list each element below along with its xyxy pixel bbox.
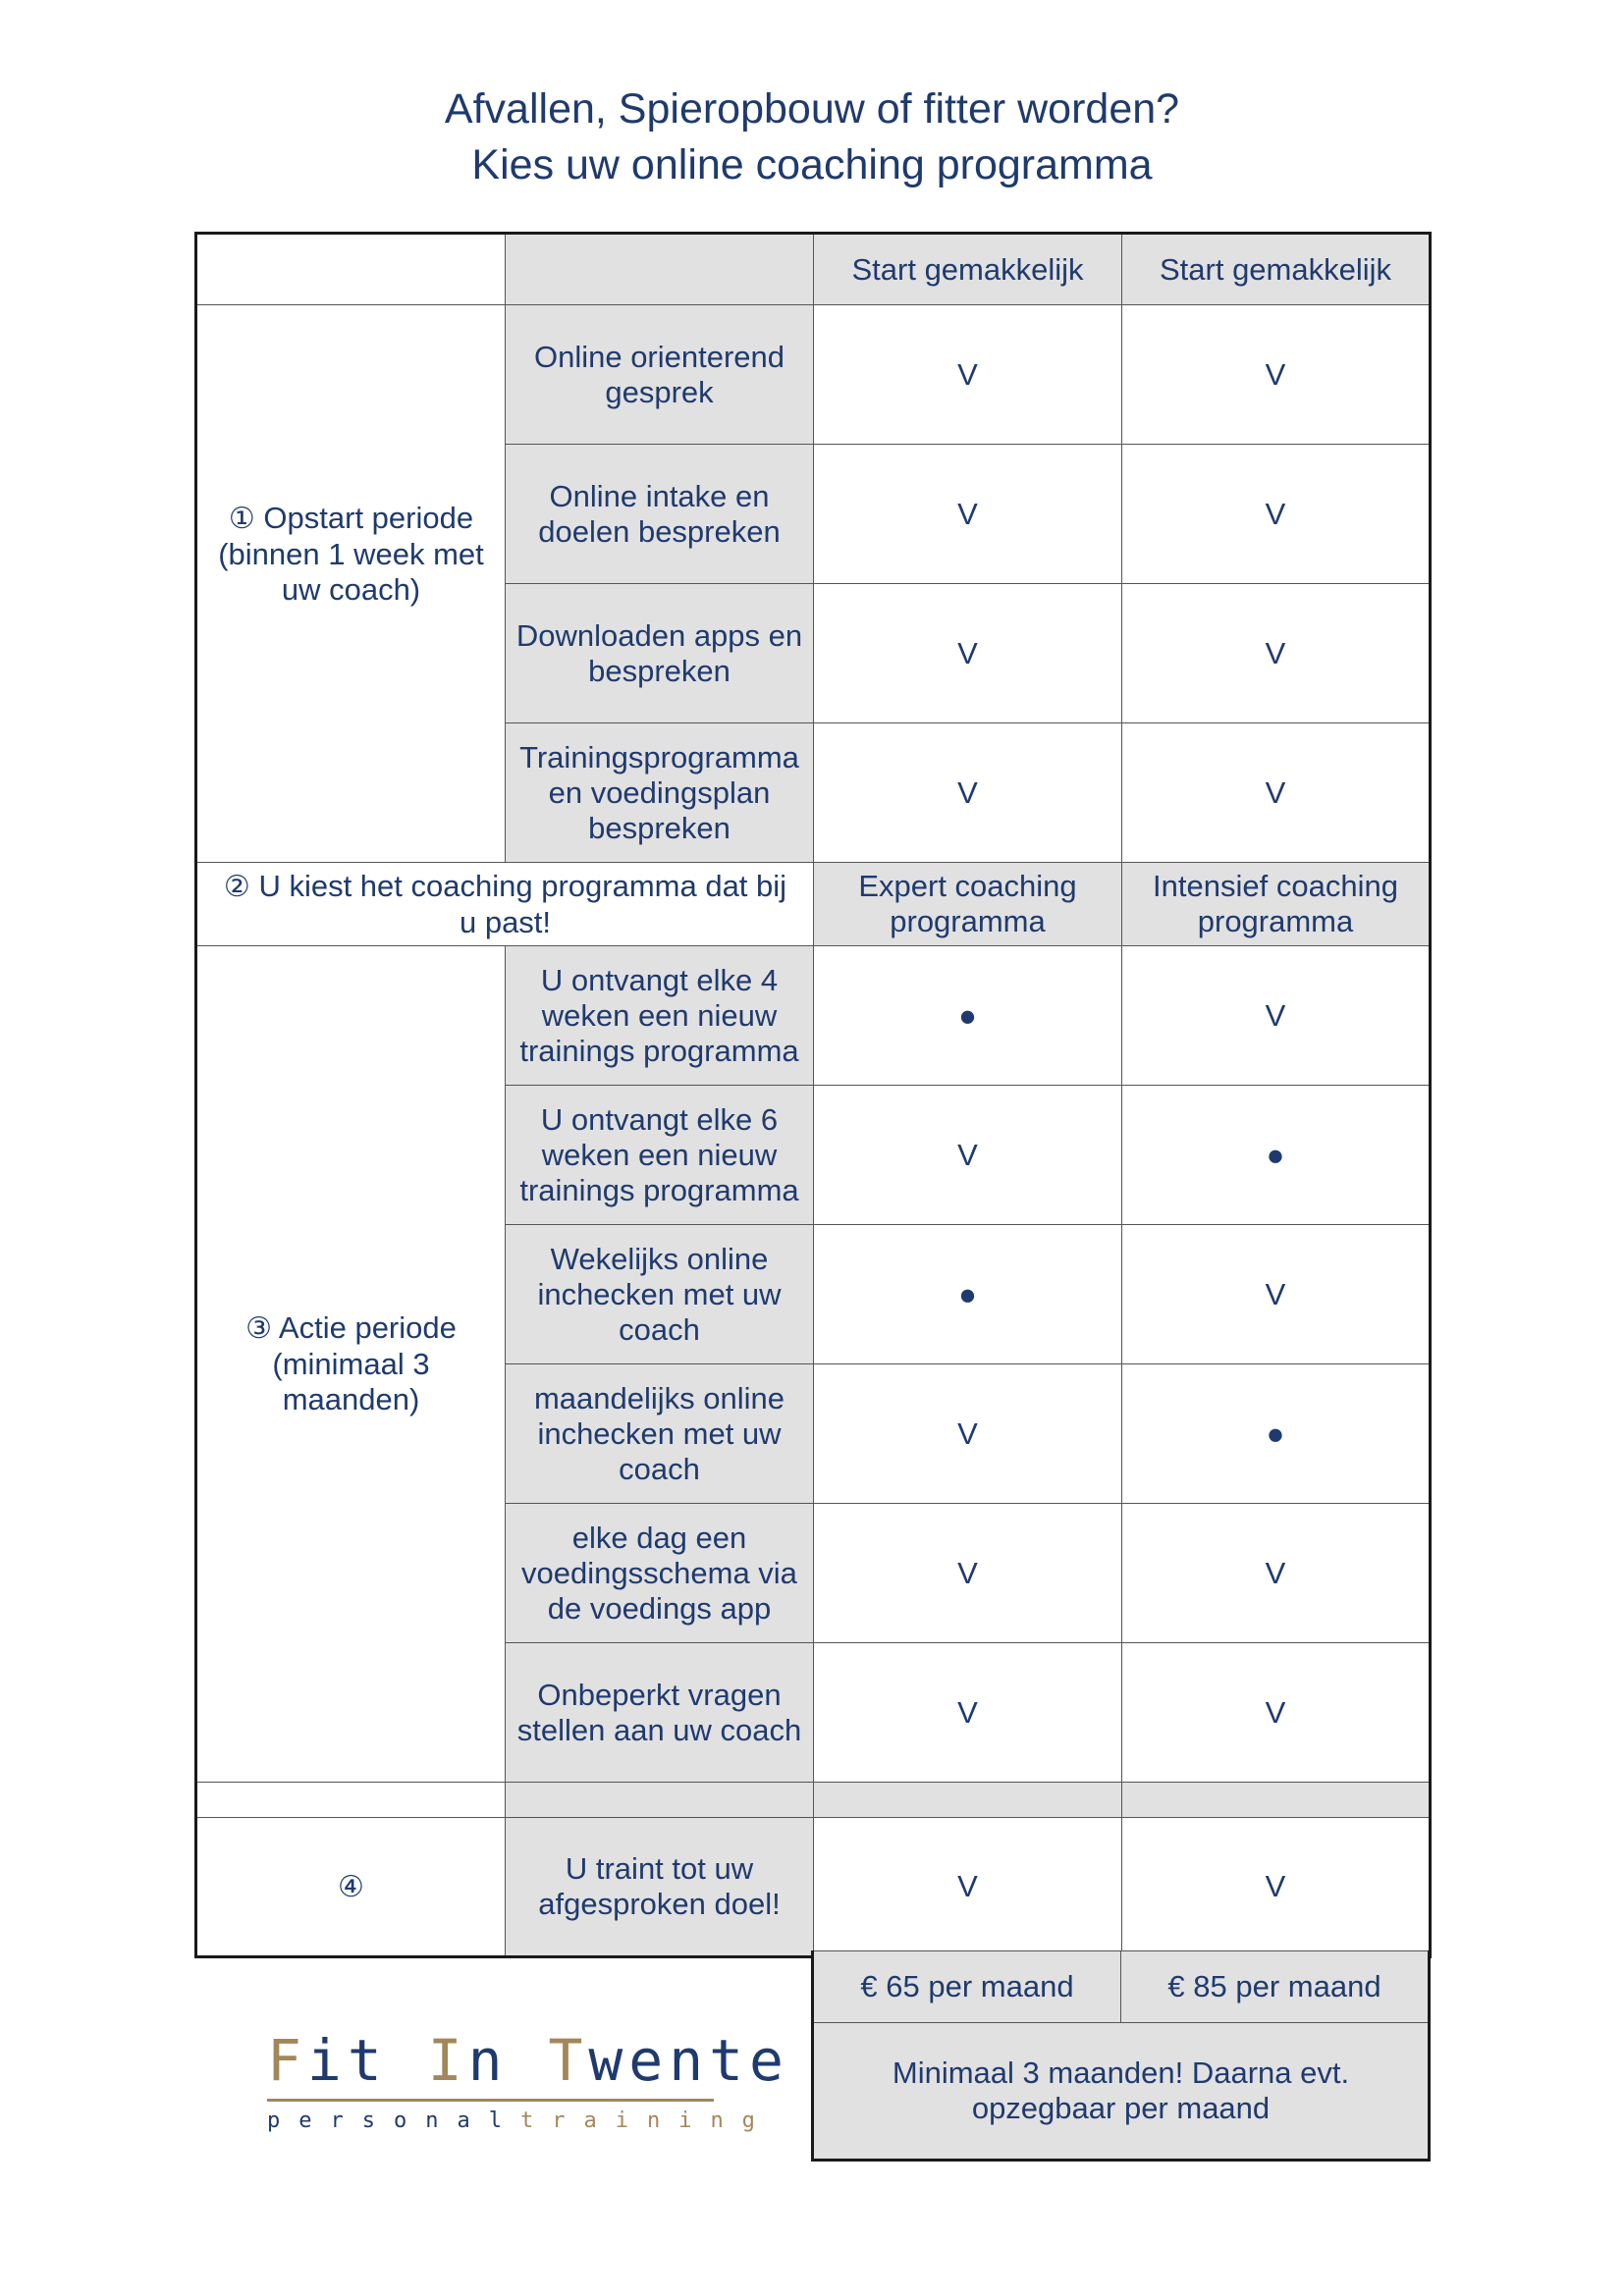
check-mark: V — [814, 1643, 1122, 1783]
pricing-note: Minimaal 3 maanden! Daarna evt. opzegbaar per maand — [813, 2023, 1430, 2161]
check-mark: V — [1122, 1504, 1431, 1643]
spacer-row — [196, 1783, 1431, 1818]
table-row — [196, 305, 1431, 445]
feature-cell: Trainingsprogramma en voedingsplan bespreken — [506, 723, 814, 863]
logo-divider — [267, 2099, 714, 2102]
check-mark: V — [1122, 1643, 1431, 1783]
feature-cell: Wekelijks online inchecken met uw coach — [506, 1225, 814, 1364]
price-intensief: € 85 per maand — [1121, 1951, 1430, 2023]
feature-cell: U ontvangt elke 6 weken een nieuw trainings programma — [506, 1086, 814, 1225]
check-mark: V — [1122, 946, 1431, 1086]
price-expert: € 65 per maand — [813, 1951, 1121, 2023]
stage-4-number: ④ — [338, 1869, 364, 1904]
table-row — [196, 863, 1431, 946]
header-plan-1: Start gemakkelijk — [814, 234, 1122, 305]
check-mark: V — [814, 584, 1122, 723]
note-row — [813, 2023, 1430, 2161]
pricing-table — [811, 1950, 1431, 2162]
feature-cell: Downloaden apps en bespreken — [506, 584, 814, 723]
check-mark: V — [814, 1504, 1122, 1643]
stage-2-label: ② U kiest het coaching programma dat bij u past! — [196, 863, 814, 946]
stage-2-number: ② — [223, 869, 250, 904]
feature-cell: U traint tot uw afgesproken doel! — [506, 1818, 814, 1957]
bullet-mark: ● — [1122, 1364, 1431, 1504]
fit-in-twente-logo — [267, 2027, 789, 2135]
check-mark: V — [1122, 1818, 1431, 1957]
check-mark: V — [1122, 584, 1431, 723]
stage-4-label — [196, 1818, 506, 1957]
check-mark: V — [1122, 723, 1431, 863]
check-mark: V — [814, 305, 1122, 445]
check-mark: V — [1122, 305, 1431, 445]
check-mark: V — [814, 1364, 1122, 1504]
bullet-mark: ● — [814, 1225, 1122, 1364]
page-title-line1: Afvallen, Spieropbouw of fitter worden? — [444, 85, 1180, 133]
spacer-cell — [1122, 1783, 1431, 1818]
logo-wordmark: Fit In Twente — [267, 2027, 789, 2094]
plan-name-expert: Expert coaching programma — [814, 863, 1122, 946]
bullet-mark: ● — [814, 946, 1122, 1086]
bullet-mark: ● — [1122, 1086, 1431, 1225]
table-header-row — [196, 234, 1431, 305]
page-title-line2: Kies uw online coaching programma — [471, 141, 1153, 188]
table-row — [196, 946, 1431, 1086]
feature-cell: Online intake en doelen bespreken — [506, 445, 814, 584]
feature-cell: Onbeperkt vragen stellen aan uw coach — [506, 1643, 814, 1783]
feature-cell: elke dag een voedingsschema via de voedings app — [506, 1504, 814, 1643]
stage-3-number: ③ — [245, 1311, 273, 1346]
check-mark: V — [814, 445, 1122, 584]
stage-1-number: ① — [228, 502, 255, 536]
check-mark: V — [1122, 445, 1431, 584]
feature-cell: maandelijks online inchecken met uw coach — [506, 1364, 814, 1504]
logo-tagline: personaltraining — [267, 2109, 774, 2133]
feature-cell: U ontvangt elke 4 weken een nieuw trainings programma — [506, 946, 814, 1086]
spacer-cell — [196, 1783, 506, 1818]
header-empty-2 — [506, 234, 814, 305]
check-mark: V — [814, 723, 1122, 863]
header-plan-2: Start gemakkelijk — [1122, 234, 1431, 305]
spacer-cell — [814, 1783, 1122, 1818]
plan-name-intensief: Intensief coaching programma — [1122, 863, 1431, 946]
stage-3-label: ③ Actie periode (minimaal 3 maanden) — [196, 946, 506, 1783]
check-mark: V — [814, 1818, 1122, 1957]
check-mark: V — [1122, 1225, 1431, 1364]
comparison-table — [194, 232, 1432, 1958]
header-empty-1 — [196, 234, 506, 305]
check-mark: V — [814, 1086, 1122, 1225]
feature-cell: Online orienterend gesprek — [506, 305, 814, 445]
stage-1-label: ① Opstart periode (binnen 1 week met uw coach) — [196, 305, 506, 863]
spacer-cell — [506, 1783, 814, 1818]
table-row — [196, 1818, 1431, 1957]
price-row — [813, 1951, 1430, 2023]
